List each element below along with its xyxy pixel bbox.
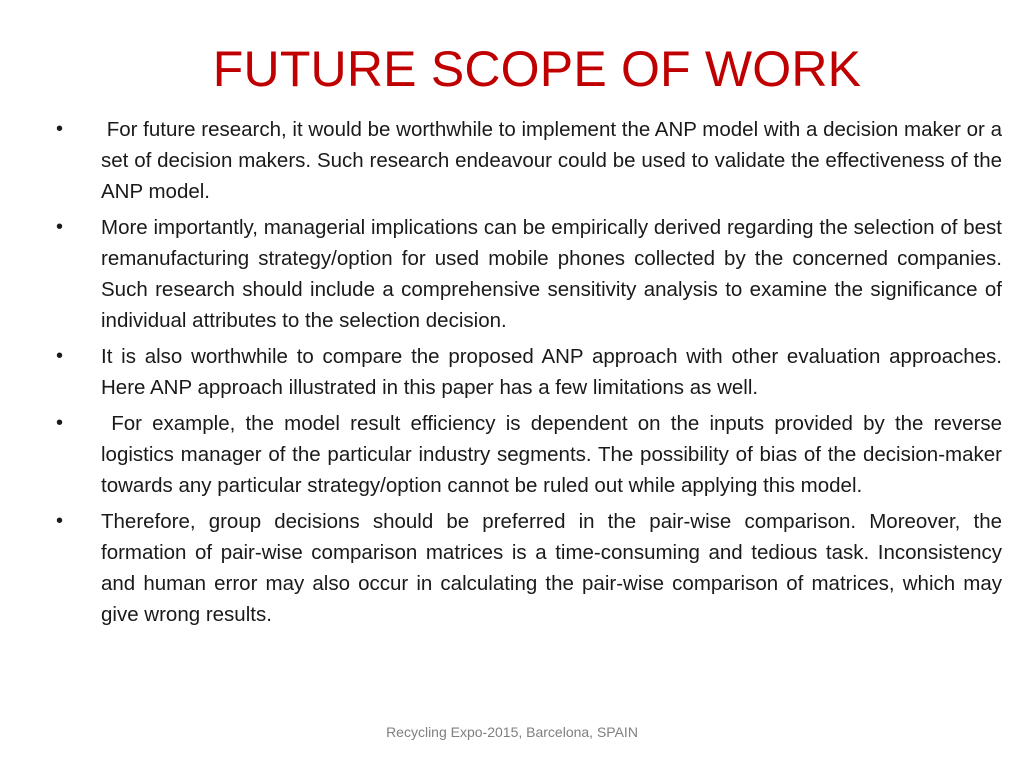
bullet-text: Therefore, group decisions should be preferred in the pair-wise comparison. Moreover, the formation of pair-wise comparison matrices is a time-consuming and tedious task. Inconsistency and human error may also occur in calculating the pair-wise comparison of matrices, which may give wrong results.: [101, 510, 1002, 626]
bullet-icon: •: [56, 412, 64, 434]
bullet-icon: •: [56, 345, 64, 367]
bullet-list: [56, 114, 1008, 635]
bullet-text: For future research, it would be worthwhile to implement the ANP model with a decision maker or a set of decision makers. Such research endeavour could be used to validate the effectiveness of the ANP model.: [101, 118, 1008, 203]
bullet-text: For example, the model result efficiency is dependent on the inputs provided by the reverse logistics manager of the particular industry segments. The possibility of bias of the decision-maker towards any particular strategy/option cannot be ruled out while applying this model.: [101, 412, 1008, 497]
bullet-item: [56, 212, 1002, 336]
bullet-icon: •: [56, 510, 64, 532]
bullet-item: [56, 408, 1008, 501]
bullet-item: [56, 114, 1008, 207]
slide-footer: Recycling Expo-2015, Barcelona, SPAIN: [386, 724, 638, 740]
bullet-icon: •: [56, 216, 64, 238]
bullet-text: It is also worthwhile to compare the proposed ANP approach with other evaluation approaches. Here ANP approach illustrated in this paper has a few limitations as well.: [101, 345, 1002, 399]
bullet-icon: •: [56, 118, 64, 140]
bullet-item: [56, 506, 1002, 630]
bullet-item: [56, 341, 1002, 403]
bullet-text: More importantly, managerial implications can be empirically derived regarding the selection of best remanufacturing strategy/option for used mobile phones collected by the concerned companies. Such research should include a comprehensive sensitivity analysis to examine the significance of individual attributes to the selection decision.: [101, 216, 1002, 332]
slide-title: FUTURE SCOPE OF WORK: [212, 41, 862, 97]
